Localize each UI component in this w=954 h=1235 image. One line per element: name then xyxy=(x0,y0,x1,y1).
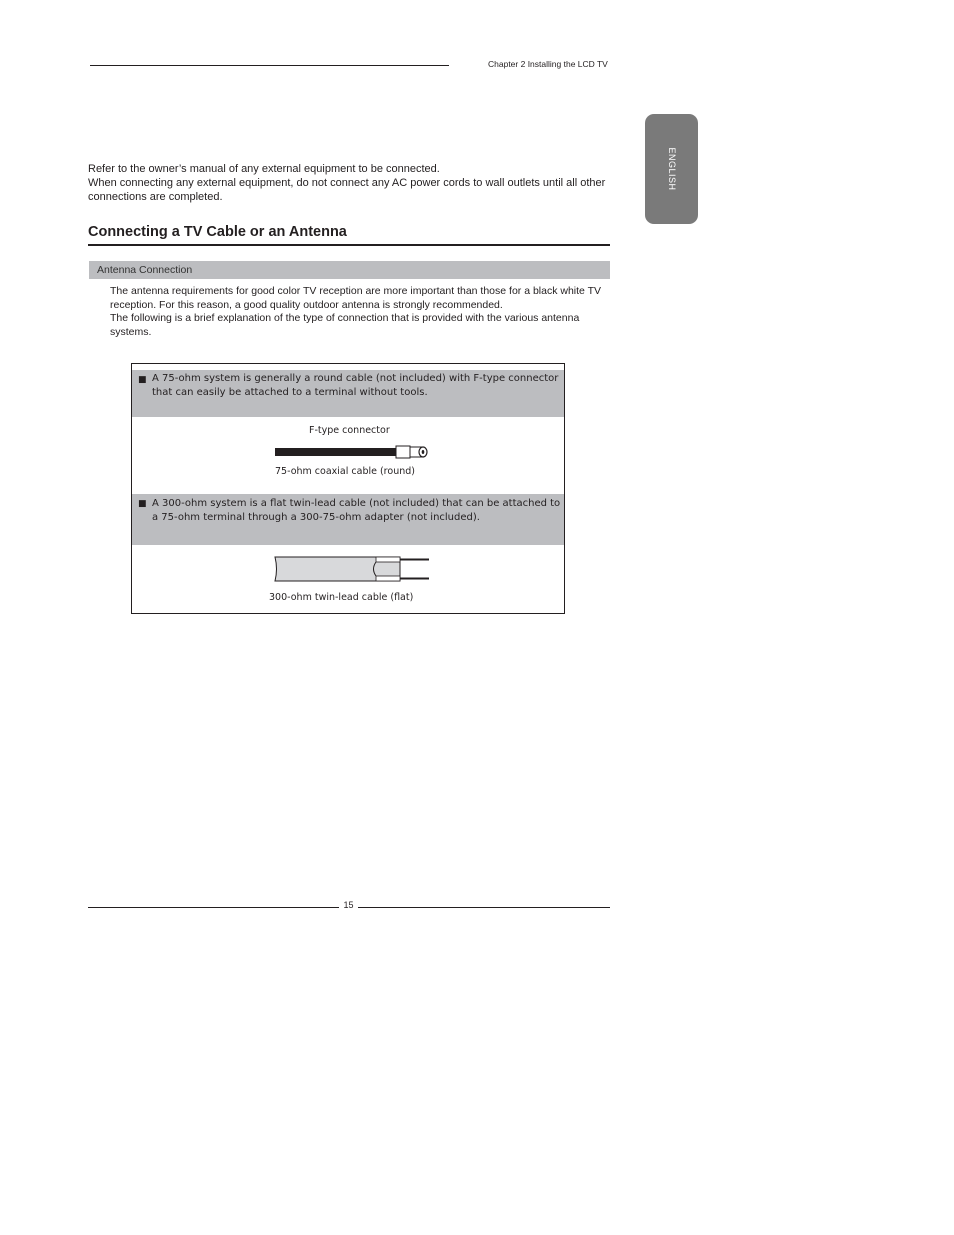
body-paragraph-2: The following is a brief explanation of the type of connection that is provided with the various antenna systems. xyxy=(110,312,580,338)
note-75-ohm xyxy=(132,370,564,417)
note-300-ohm xyxy=(132,494,564,545)
f-type-connector-label: F-type connector xyxy=(309,425,390,436)
intro-line-2: When connecting any external equipment, do not connect any AC power cords to wall outlets until all other connections are completed. xyxy=(88,177,606,203)
twin-lead-cable-illustration xyxy=(272,554,432,586)
language-tab-label: ENGLISH xyxy=(666,147,677,191)
intro-line-1: Refer to the owner’s manual of any external equipment to be connected. xyxy=(88,163,440,175)
header-rule xyxy=(90,65,449,66)
note-300-ohm-text: A 300-ohm system is a flat twin-lead cable (not included) that can be attached to a 75-ohm terminal through a 300-75-ohm adapter (not included). xyxy=(152,498,561,523)
subsection-heading: Antenna Connection xyxy=(89,261,610,279)
chapter-title: Chapter 2 Installing the LCD TV xyxy=(488,59,608,69)
note-75-ohm-text: A 75-ohm system is generally a round cable (not included) with F-type connector that can easily be attached to a terminal without tools. xyxy=(152,373,559,398)
footer-rule-left xyxy=(88,907,339,908)
body-text xyxy=(110,285,610,339)
twin-lead-cable-label: 300-ohm twin-lead cable (flat) xyxy=(269,592,414,603)
page-number: 15 xyxy=(343,900,354,910)
intro-text xyxy=(88,162,608,204)
section-heading: Connecting a TV Cable or an Antenna xyxy=(88,224,610,246)
coaxial-cable-illustration xyxy=(272,444,432,460)
coaxial-cable-label: 75-ohm coaxial cable (round) xyxy=(275,466,415,477)
body-paragraph-1: The antenna requirements for good color TV reception are more important than those for a black white TV reception. For this reason, a good quality outdoor antenna is strongly recommended. xyxy=(110,285,602,311)
language-tab xyxy=(645,114,698,224)
bullet-square-icon: ■ xyxy=(138,375,147,385)
antenna-info-box xyxy=(131,363,565,614)
footer-rule-right xyxy=(358,907,610,908)
bullet-square-icon: ■ xyxy=(138,499,147,509)
